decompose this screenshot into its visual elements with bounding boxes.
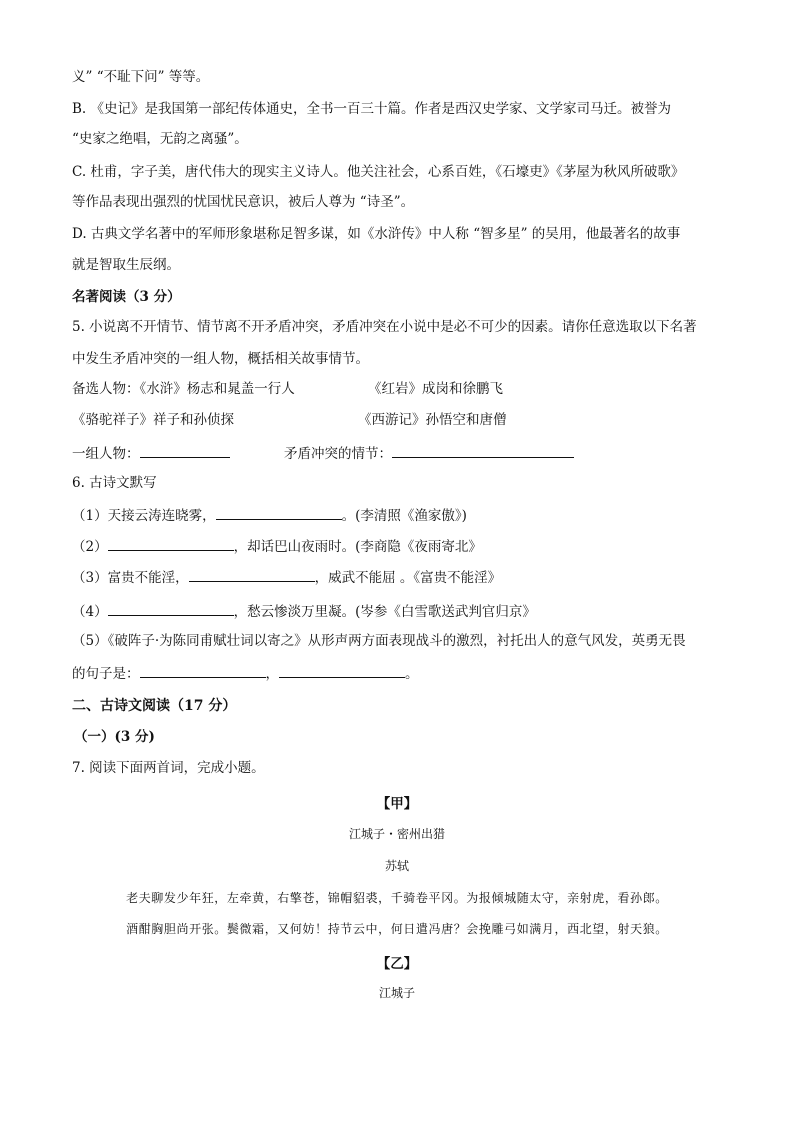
question-6-item-5-answer <box>72 663 419 683</box>
question-6-item-2 <box>72 536 482 556</box>
candidate-option: 《西游记》孙悟空和唐僧 <box>358 412 507 428</box>
answer-blank[interactable] <box>108 536 234 551</box>
candidate-option: 《骆驼祥子》祥子和孙侦探 <box>72 412 234 428</box>
section-heading-two: 二、古诗文阅读（17 分） <box>72 698 237 714</box>
question-6-title: 6. 古诗文默写 <box>72 475 157 491</box>
answer-line-group <box>72 443 230 463</box>
question-6-item-4 <box>72 601 536 621</box>
item-text: （3）富贵不能淫， <box>72 570 189 586</box>
option-b-line: B. 《史记》是我国第一部纪传体通史，全书一百三十篇。作者是西汉史学家、文学家司马迁。被誉为 <box>72 101 672 117</box>
answer-blank[interactable] <box>216 505 342 520</box>
item-text: ，却话巴山夜雨时。(李商隐《夜雨寄北》 <box>233 539 482 555</box>
item-text: ，威武不能屈 。《富贵不能淫》 <box>314 570 502 586</box>
item-text: ，愁云惨淡万里凝。(岑参《白雪歌送武判官归京》 <box>233 604 536 620</box>
text-line: 就是智取生辰纲。 <box>72 257 180 273</box>
question-7-prompt: 7. 阅读下面两首词，完成小题。 <box>72 760 265 776</box>
poem-a-title: 江城子・密州出猎 <box>348 827 445 841</box>
answer-blank[interactable] <box>108 601 234 616</box>
text-line: 等作品表现出强烈的忧国忧民意识，被后人尊为 “诗圣”。 <box>72 194 415 210</box>
answer-blank[interactable] <box>279 663 405 678</box>
item-text: （4） <box>72 604 108 620</box>
answer-line-plot <box>284 443 574 463</box>
item-text: （2） <box>72 539 108 555</box>
poem-a-body-line: 酒酣胸胆尚开张。鬓微霜，又何妨！持节云中，何日遣冯唐？会挽雕弓如满月，西北望，射天狼。 <box>126 922 668 936</box>
item-text: 。(李清照《渔家傲》) <box>341 508 467 524</box>
answer-blank[interactable] <box>140 443 230 458</box>
group-label: 一组人物： <box>72 446 140 462</box>
poem-b-title: 江城子 <box>378 986 415 1000</box>
poem-a-author: 苏轼 <box>384 859 409 873</box>
poem-a-body-line: 老夫聊发少年狂，左牵黄，右擎苍，锦帽貂裘，千骑卷平冈。为报倾城随太守，亲射虎，看孙郎。 <box>126 891 668 905</box>
candidate-option: 备选人物：《水浒》杨志和晁盖一行人 <box>72 381 295 397</box>
text-line: 义” “不耻下问” 等等。 <box>72 69 210 85</box>
plot-label: 矛盾冲突的情节： <box>284 446 392 462</box>
option-d-line: D. 古典文学名著中的军师形象堪称足智多谋，如《水浒传》中人称 “智多星” 的吴用，他最著名的故事 <box>72 226 681 242</box>
question-5-line: 5. 小说离不开情节、情节离不开矛盾冲突，矛盾冲突在小说中是必不可少的因素。请你任意选取以下名著 <box>72 319 697 335</box>
question-6-item-1 <box>72 505 467 525</box>
answer-blank[interactable] <box>392 443 574 458</box>
question-5-line: 中发生矛盾冲突的一组人物，概括相关故事情节。 <box>72 351 369 367</box>
item-text: 的句子是： <box>72 666 140 682</box>
answer-blank[interactable] <box>140 663 266 678</box>
candidate-option: 《红岩》成岗和徐鹏飞 <box>368 381 503 397</box>
question-6-item-3 <box>72 567 501 587</box>
poem-b-marker: 【乙】 <box>376 956 418 972</box>
question-6-item-5: （5）《破阵子·为陈同甫赋壮词以寄之》从形声两方面表现战斗的激烈，衬托出人的意气风发，英勇无畏 <box>72 633 686 649</box>
answer-blank[interactable] <box>189 567 315 582</box>
poem-a-marker: 【甲】 <box>376 796 418 812</box>
section-heading-mingzhu: 名著阅读（3 分） <box>72 289 181 305</box>
option-c-line: C. 杜甫，字子美，唐代伟大的现实主义诗人。他关注社会，心系百姓，《石壕吏》《茅屋为秋风所破歌》 <box>72 164 685 180</box>
text-line: “史家之绝唱，无韵之离骚”。 <box>72 131 248 147</box>
subsection-heading: （一）(3 分) <box>74 729 155 745</box>
item-text: 。 <box>405 666 419 682</box>
item-text: ， <box>265 666 279 682</box>
item-text: （1）天接云涛连晓雾， <box>72 508 216 524</box>
